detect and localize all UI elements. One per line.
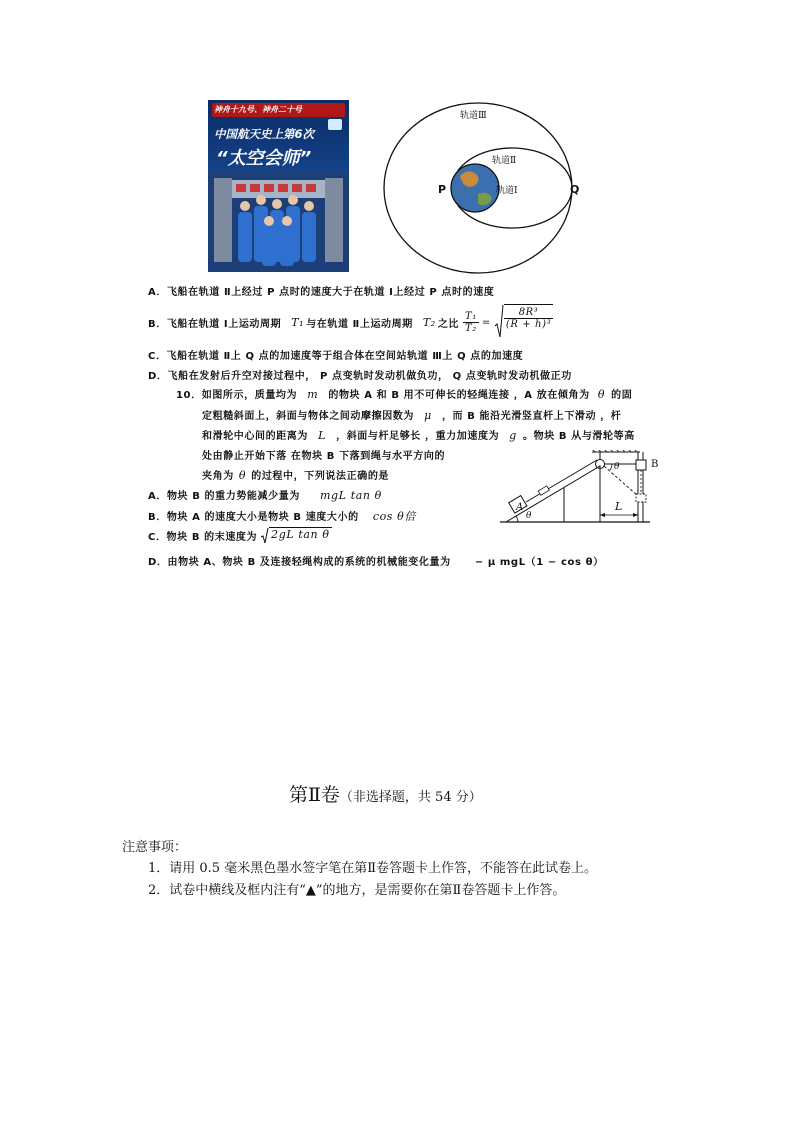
part2-title: 第Ⅱ卷（非选择题，共 54 分） xyxy=(289,784,482,806)
poster-title-line2: “太空会师” xyxy=(216,148,312,169)
rope-A xyxy=(526,460,597,502)
q10-stem-line2: 定粗糙斜面上，斜面与物体之间动摩擦因数为 μ ，而 B 能沿光滑竖直杆上下滑动 ，杆 xyxy=(202,409,622,422)
q10-option-B: B．物块 A 的速度大小是物块 B 速度大小的 cos θ倍 xyxy=(148,510,416,523)
label-block-B: B xyxy=(651,459,659,470)
label-orbit-1: 轨道Ⅰ xyxy=(496,186,518,196)
q10-option-C: C．物块 B 的末速度为 2gL tan θ xyxy=(148,528,330,543)
orbit-diagram xyxy=(382,98,582,278)
sqrt-sign-icon xyxy=(494,304,504,340)
label-orbit-2: 轨道Ⅱ xyxy=(492,156,517,166)
q9-option-C: C．飞船在轨道 Ⅱ上 Q 点的加速度等于组合体在空间站轨道 Ⅲ上 Q 点的加速度 xyxy=(148,351,524,362)
q10-stem-line5: 夹角为 θ 的过程中，下列说法正确的是 xyxy=(202,469,390,482)
q9-option-A: A．飞船在轨道 Ⅱ上经过 P 点时的速度大于在轨道 Ⅰ上经过 P 点时的速度 xyxy=(148,287,495,298)
label-L: L xyxy=(615,500,623,513)
q9-option-B-T1: T₁ xyxy=(291,315,305,329)
q10-sqrt-expression: 2gL tan θ xyxy=(261,527,331,544)
q9-option-B xyxy=(148,303,553,341)
label-theta-incline: θ xyxy=(526,511,532,521)
poster-banner-text: 神舟十九号、神舟二十号 xyxy=(214,105,302,114)
label-orbit-3: 轨道Ⅲ xyxy=(460,111,487,121)
q9-option-D: D．飞船在发射后升空对接过程中， P 点变轨时发动机做负功， Q 点变轨时发动机做正功 xyxy=(148,371,572,382)
q9-option-B-text-2: 与在轨道 Ⅱ上运动周期 xyxy=(306,318,413,330)
block-B xyxy=(636,460,646,470)
q9-equals: = xyxy=(481,316,491,328)
label-theta-rope: θ xyxy=(614,462,620,472)
q10-stem-line4: 处由静止开始下落 在物块 B 下落到绳与水平方向的 xyxy=(202,451,446,462)
notice-item-2: 2．试卷中横线及框内注有“▲”的地方，是需要你在第Ⅱ卷答题卡上作答。 xyxy=(148,883,566,898)
space-rendezvous-poster xyxy=(208,100,349,272)
astronaut-crew-photo xyxy=(208,100,349,272)
block-B-lower xyxy=(636,494,646,502)
label-point-P: P xyxy=(438,183,447,196)
q10-stem-line3: 和滑轮中心间的距离为 L ，斜面与杆足够长 ，重力加速度为 g 。物块 B 从与滑轮等高 xyxy=(202,429,635,442)
label-block-A: A xyxy=(516,502,524,513)
notice-heading: 注意事项： xyxy=(122,840,188,855)
q9-sqrt-expression: $\frac{\text{8R³}}{\text{(R + h)³}}$ xyxy=(494,304,553,340)
q9-option-B-T2: T₂ xyxy=(422,315,436,329)
label-point-Q: Q xyxy=(570,183,580,196)
sqrt-sign-icon xyxy=(261,527,269,544)
part2-subtitle: （非选择题，共 54 分） xyxy=(339,790,482,805)
q9-option-B-text-1: B．飞船在轨道 Ⅰ上运动周期 xyxy=(148,318,282,330)
notice-item-1: 1．请用 0.5 毫米黑色墨水签字笔在第Ⅱ卷答题卡上作答，不能答在此试卷上。 xyxy=(148,861,598,876)
q9-option-B-ratio: 之比 xyxy=(437,318,460,330)
q10-option-A: A．物块 B 的重力势能减少量为 mgL tan θ xyxy=(148,489,382,502)
incline xyxy=(506,466,600,522)
q10-stem-line1: 10．如图所示，质量均为 m 的物块 A 和 B 用不可伸长的轻绳连接 ，A 放在倾角为 θ 的固 xyxy=(176,388,633,401)
poster-title-line1: 中国航天史上第6次 xyxy=(214,127,315,141)
q10-option-D: D．由物块 A、物块 B 及连接轻绳构成的系统的机械能变化量为 − μ mgL（1 − cos θ） xyxy=(148,557,604,568)
q9-fraction-T1-T2: $\frac{\text{T₁}}{\text{T₂}}$ xyxy=(465,310,477,334)
